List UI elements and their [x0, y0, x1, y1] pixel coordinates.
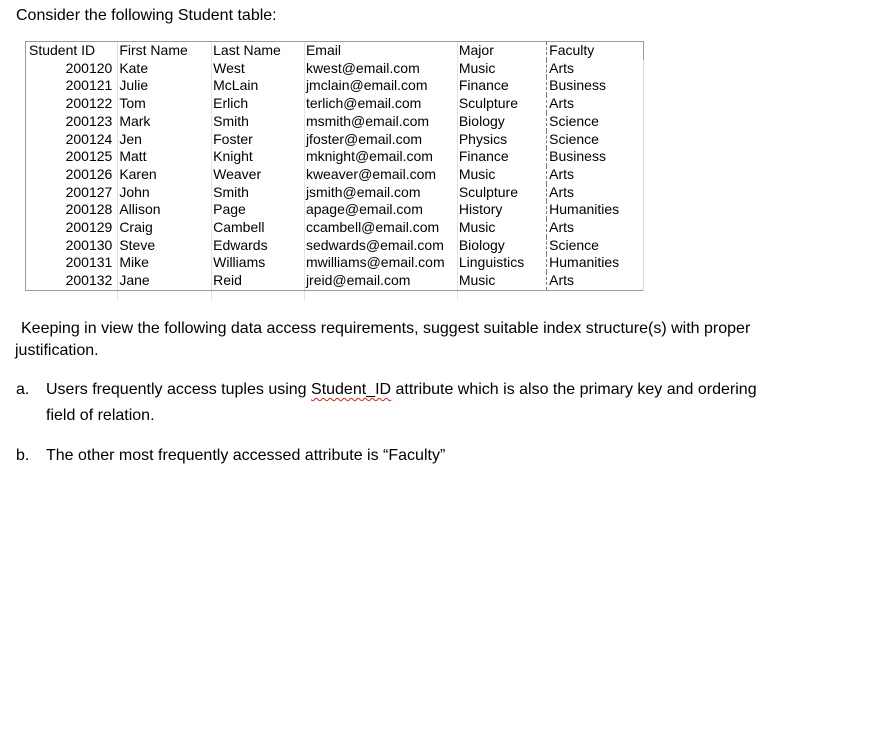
- cell-first-name: Jane: [119, 272, 150, 289]
- list-marker: a.: [16, 381, 30, 398]
- cell-major: History: [458, 201, 503, 218]
- cell-faculty: Science: [547, 131, 644, 149]
- cell-major: Physics: [458, 130, 508, 147]
- cell-email: jfoster@email.com: [305, 130, 423, 147]
- cell-faculty: Science: [547, 113, 644, 131]
- cell-last-name: Weaver: [213, 165, 262, 182]
- cell-first-name: Julie: [119, 77, 149, 94]
- cell-faculty: Arts: [547, 219, 644, 237]
- cell-last-name: West: [213, 59, 245, 76]
- cell-first-name: Steve: [119, 236, 156, 253]
- cell-email: sedwards@email.com: [305, 236, 444, 253]
- cell-student-id: 200131: [65, 254, 113, 271]
- cell-major: Biology: [458, 112, 505, 129]
- table-body: [26, 60, 644, 291]
- cell-student-id: 200120: [65, 59, 113, 76]
- cell-faculty: Arts: [547, 60, 644, 78]
- cell-last-name: Williams: [213, 254, 266, 271]
- header-major: Major: [458, 42, 494, 58]
- cell-first-name: Tom: [119, 95, 146, 112]
- table-row: [26, 254, 644, 272]
- cell-major: Finance: [458, 148, 509, 165]
- requirement-a: [16, 377, 816, 429]
- cell-last-name: Foster: [213, 130, 253, 147]
- cell-first-name: Karen: [119, 165, 157, 182]
- cell-email: mknight@email.com: [305, 148, 433, 165]
- cell-last-name: Reid: [213, 272, 242, 289]
- cell-major: Music: [458, 219, 496, 236]
- spellcheck-flagged-word: Student_ID: [311, 381, 392, 398]
- cell-faculty: Humanities: [547, 201, 644, 219]
- cell-email: msmith@email.com: [305, 112, 430, 129]
- cell-email: apage@email.com: [305, 201, 423, 218]
- cell-major: Music: [458, 59, 496, 76]
- cell-email: jmclain@email.com: [305, 77, 428, 94]
- student-table: [25, 41, 644, 291]
- student-table-container: [25, 41, 644, 290]
- requirement-b: [16, 443, 816, 469]
- cell-student-id: 200124: [65, 130, 113, 147]
- cell-last-name: Cambell: [213, 219, 265, 236]
- cell-last-name: Edwards: [213, 236, 268, 253]
- requirement-a-text-after: attribute which is also the primary key and ordering: [391, 381, 757, 398]
- cell-first-name: Jen: [119, 130, 142, 147]
- cell-student-id: 200128: [65, 201, 113, 218]
- table-row: [26, 95, 644, 113]
- cell-last-name: Smith: [213, 112, 249, 129]
- cell-email: mwilliams@email.com: [305, 254, 445, 271]
- cell-student-id: 200121: [65, 77, 113, 94]
- cell-major: Linguistics: [458, 254, 525, 271]
- requirement-a-text: [46, 377, 816, 429]
- cell-student-id: 200132: [65, 272, 113, 289]
- header-faculty: Faculty: [547, 42, 644, 60]
- table-row: [26, 131, 644, 149]
- cell-first-name: Allison: [119, 201, 161, 218]
- cell-email: kweaver@email.com: [305, 165, 437, 182]
- cell-email: terlich@email.com: [305, 95, 422, 112]
- cell-major: Sculpture: [458, 183, 518, 200]
- table-row: [26, 219, 644, 237]
- table-row: [26, 201, 644, 219]
- table-row: [26, 184, 644, 202]
- cell-email: ccambell@email.com: [305, 219, 440, 236]
- header-student-id: Student ID: [29, 42, 96, 58]
- cell-faculty: Business: [547, 77, 644, 95]
- requirement-b-text: The other most frequently accessed attribute is “Faculty”: [46, 447, 446, 464]
- cell-last-name: Page: [213, 201, 246, 218]
- table-row: [26, 272, 644, 290]
- table-row: [26, 113, 644, 131]
- cell-major: Finance: [458, 77, 509, 94]
- cell-first-name: John: [119, 183, 150, 200]
- cell-email: kwest@email.com: [305, 59, 420, 76]
- cell-faculty: Business: [547, 148, 644, 166]
- cell-faculty: Humanities: [547, 254, 644, 272]
- table-header-row: [26, 42, 644, 60]
- cell-faculty: Arts: [547, 272, 644, 290]
- cell-student-id: 200130: [65, 236, 113, 253]
- table-row: [26, 77, 644, 95]
- cell-major: Music: [458, 165, 496, 182]
- table-row: [26, 148, 644, 166]
- cell-major: Music: [458, 272, 496, 289]
- header-first-name: First Name: [119, 42, 188, 58]
- header-email: Email: [305, 42, 341, 58]
- cell-student-id: 200127: [65, 183, 113, 200]
- table-row: [26, 237, 644, 255]
- cell-last-name: Erlich: [213, 95, 249, 112]
- cell-faculty: Arts: [547, 95, 644, 113]
- cell-faculty: Science: [547, 237, 644, 255]
- requirement-a-text-line2: field of relation.: [46, 407, 155, 424]
- cell-faculty: Arts: [547, 184, 644, 202]
- cell-student-id: 200129: [65, 219, 113, 236]
- cell-student-id: 200126: [65, 165, 113, 182]
- cell-last-name: McLain: [213, 77, 259, 94]
- table-row: [26, 166, 644, 184]
- cell-first-name: Craig: [119, 219, 153, 236]
- cell-first-name: Kate: [119, 59, 149, 76]
- cell-student-id: 200123: [65, 112, 113, 129]
- question-text: Keeping in view the following data access requirements, suggest suitable index structure(s) with proper justification.: [15, 320, 751, 359]
- table-row: [26, 60, 644, 78]
- cell-first-name: Mike: [119, 254, 149, 271]
- cell-email: jsmith@email.com: [305, 183, 421, 200]
- cell-first-name: Matt: [119, 148, 147, 165]
- cell-student-id: 200122: [65, 95, 113, 112]
- list-marker: b.: [16, 447, 30, 464]
- intro-text: Consider the following Student table:: [16, 7, 277, 24]
- cell-first-name: Mark: [119, 112, 151, 129]
- requirement-a-text-before: Users frequently access tuples using: [46, 381, 312, 398]
- cell-major: Biology: [458, 236, 505, 253]
- cell-student-id: 200125: [65, 148, 113, 165]
- cell-major: Sculpture: [458, 95, 518, 112]
- header-last-name: Last Name: [213, 42, 281, 58]
- cell-faculty: Arts: [547, 166, 644, 184]
- cell-last-name: Smith: [213, 183, 249, 200]
- cell-last-name: Knight: [213, 148, 253, 165]
- cell-email: jreid@email.com: [305, 272, 411, 289]
